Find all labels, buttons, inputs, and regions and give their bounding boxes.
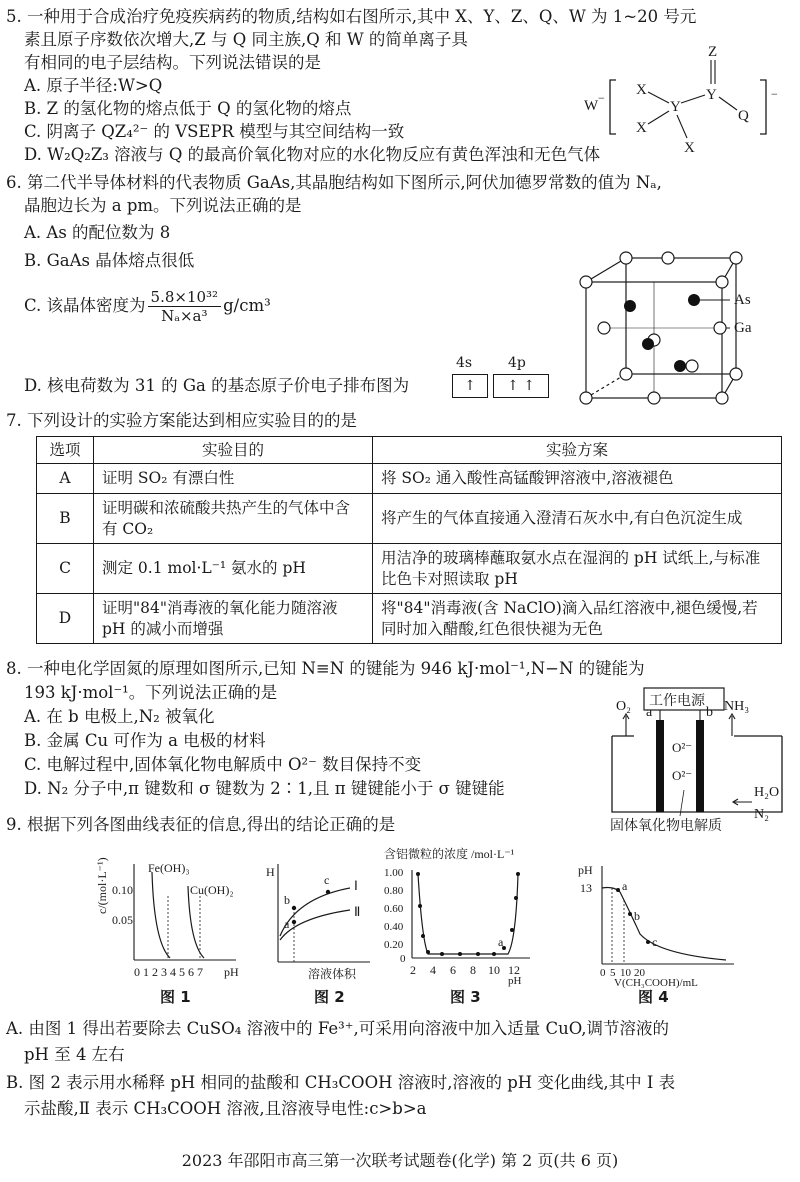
charge-minus-right: −	[771, 87, 778, 101]
cell-option: D	[37, 594, 94, 644]
q6-option-a: A. As 的配位数为 8	[24, 223, 171, 242]
q6-stem-line1: 6. 第二代半导体材料的代表物质 GaAs,其晶胞结构如下图所示,阿伏加德罗常数的值为 Nₐ,	[6, 173, 662, 192]
fig3-xtick: 12	[508, 963, 520, 977]
q9-option-a-line1: A. 由图 1 得出若要除去 CuSO₄ 溶液中的 Fe³⁺,可采用向溶液中加入适量 CuO,调节溶液的	[6, 1019, 670, 1038]
table-header-row	[37, 437, 782, 464]
electrolysis-cell-diagram	[604, 686, 796, 832]
orbital-label-4s: 4s	[456, 355, 473, 371]
fig4-ylabel: pH	[578, 863, 593, 877]
cell-plan: 用洁净的玻璃棒蘸取氨水点在湿润的 pH 试纸上,与标准比色卡对照读取 pH	[373, 544, 782, 594]
density-unit: g/cm³	[223, 296, 271, 315]
cell-option: A	[37, 464, 94, 494]
power-source-label: 工作电源	[649, 694, 705, 709]
cell-plan: 将"84"消毒液(含 NaClO)滴入品红溶液中,褪色缓慢,若同时加入醋酸,红色很快褪为无色	[373, 594, 782, 644]
fig4-xtick: 0	[600, 967, 606, 979]
fig1-caption: 图 1	[160, 988, 191, 1006]
atom-y-right: Y	[706, 87, 717, 103]
fig1-xlabel: pH	[224, 965, 239, 979]
oxide-ion-lower: O²⁻	[672, 768, 693, 783]
fig1-ytick-005: 0.05	[112, 913, 133, 927]
q5-option-a: A. 原子半径:W>Q	[24, 76, 163, 95]
density-numerator: 5.8×10³²	[148, 288, 222, 307]
fig3-xtick: 2	[410, 963, 416, 977]
atom-x-top: X	[636, 82, 647, 98]
header-plan: 实验方案	[373, 437, 782, 464]
fig1-series-feoh3: Fe(OH)₃	[148, 861, 190, 875]
q8-stem-line2: 193 kJ·mol⁻¹。下列说法正确的是	[24, 683, 278, 702]
fig2-curve-2-label: Ⅱ	[354, 904, 361, 919]
fig1-series-cuoh2: Cu(OH)₂	[190, 883, 234, 897]
q9-figure-4-chart	[574, 852, 744, 989]
table-row	[37, 464, 782, 494]
q6-option-c-label: C. 该晶体密度为	[24, 296, 146, 315]
label-ga: Ga	[734, 320, 752, 336]
cell-option: C	[37, 544, 94, 594]
q6-option-c	[24, 288, 271, 325]
fig4-curve	[602, 888, 726, 961]
fig4-caption: 图 4	[638, 988, 669, 1006]
bracket-right	[760, 80, 766, 134]
fig3-ytick: 0.60	[384, 903, 404, 915]
q9-option-b-line1: B. 图 2 表示用水稀释 pH 相同的盐酸和 CH₃COOH 溶液时,溶液的 pH 变化曲线,其中 Ⅰ 表	[6, 1073, 676, 1092]
q9-figure-1-chart	[96, 852, 246, 982]
density-fraction	[148, 288, 222, 325]
cell-aim: 测定 0.1 mol·L⁻¹ 氨水的 pH	[94, 544, 373, 594]
fig3-ytick: 0.40	[384, 921, 404, 933]
fig2-point-b: b	[284, 893, 290, 907]
h2o-label: H₂O	[754, 785, 780, 800]
q5-option-c: C. 阴离子 QZ₄²⁻ 的 VSEPR 模型与其空间结构一致	[24, 122, 405, 141]
fig3-xtick: 8	[470, 963, 476, 977]
fig1-xticks: 0 1 2 3 4 5 6 7	[134, 965, 203, 979]
atom-q: Q	[738, 108, 749, 124]
q5-option-d: D. W₂Q₂Z₃ 溶液与 Q 的最高价氧化物对应的水化物反应有黄色浑浊和无色气体	[24, 145, 601, 164]
table-row	[37, 594, 782, 644]
fig3-ytick: 0	[400, 953, 406, 965]
fig2-curve-2	[280, 910, 350, 940]
fig2-point-a: a	[284, 917, 290, 931]
label-as: As	[734, 292, 751, 308]
charge-minus-left: −	[598, 91, 605, 105]
fig1-ylabel: c/(mol·L⁻¹)	[95, 857, 109, 914]
page-footer: 2023 年邵阳市高三第一次联考试题卷(化学) 第 2 页(共 6 页)	[181, 1151, 619, 1170]
q9-figure-3-chart	[380, 844, 546, 987]
fig4-xtick: 5	[610, 967, 616, 979]
orbital-box-4p: ↑ ↑	[493, 374, 549, 398]
q8-option-d: D. N₂ 分子中,π 键数和 σ 键数为 2∶1,且 π 键键能小于 σ 键键能	[24, 779, 505, 798]
nh3-label: NH₃	[724, 699, 750, 714]
q5-stem-line2: 素且原子序数依次增大,Z 与 Q 同主族,Q 和 W 的简单离子具	[24, 30, 468, 49]
q9-stem: 9. 根据下列各图曲线表征的信息,得出的结论正确的是	[6, 815, 396, 834]
cell-plan: 将 SO₂ 通入酸性高锰酸钾溶液中,溶液褪色	[373, 464, 782, 494]
header-option: 选项	[37, 437, 94, 464]
q6-stem-line2: 晶胞边长为 a pm。下列说法正确的是	[24, 196, 302, 215]
q6-option-d: D. 核电荷数为 31 的 Ga 的基态原子价电子排布图为	[24, 376, 410, 395]
q9-option-b-line2: 示盐酸,Ⅱ 表示 CH₃COOH 溶液,且溶液导电性:c>b>a	[24, 1099, 427, 1118]
fig3-point-a: a	[498, 935, 504, 949]
fig3-ytick: 1.00	[384, 867, 404, 879]
q5-structure-diagram	[580, 36, 790, 162]
atom-z: Z	[708, 44, 718, 60]
fig3-ytick: 0.80	[384, 885, 404, 897]
cell-aim: 证明"84"消毒液的氧化能力随溶液 pH 的减小而增强	[94, 594, 373, 644]
cell-plan: 将产生的气体直接通入澄清石灰水中,有白色沉淀生成	[373, 494, 782, 544]
atom-x-lower: X	[684, 140, 695, 156]
q8-option-a: A. 在 b 电极上,N₂ 被氧化	[24, 707, 215, 726]
o2-label: O₂	[616, 699, 631, 714]
fig2-curve-1-label: Ⅰ	[354, 878, 358, 893]
q5-option-b: B. Z 的氢化物的熔点低于 Q 的氢化物的熔点	[24, 99, 352, 118]
n2-label: N₂	[754, 807, 769, 822]
q6-option-b: B. GaAs 晶体熔点很低	[24, 251, 195, 270]
atom-x-bottom: X	[636, 120, 647, 136]
fig1-ytick-010: 0.10	[112, 883, 133, 897]
fig2-caption: 图 2	[314, 988, 345, 1006]
fig4-xlabel: V(CH₃COOH)/mL	[614, 977, 698, 989]
electrode-a-label: a	[646, 705, 653, 720]
atom-y-left: Y	[670, 99, 681, 115]
oxide-ion-upper: O²⁻	[672, 740, 693, 755]
fig3-xtick: 6	[450, 963, 456, 977]
fig4-point-a: a	[622, 879, 628, 893]
electrode-b-label: b	[706, 705, 713, 720]
q7-experiment-table	[36, 436, 782, 644]
fig4-point-b: b	[634, 909, 640, 923]
header-aim: 实验目的	[94, 437, 373, 464]
fig4-xtick: 20	[634, 967, 645, 979]
fig2-point-c: c	[324, 873, 330, 887]
orbital-box-4s: ↑	[452, 374, 488, 398]
bracket-left	[610, 80, 616, 134]
fig4-ytick-13: 13	[580, 881, 592, 895]
fig1-curve-feoh3	[152, 872, 170, 958]
fig3-xlabel: pH	[508, 975, 522, 987]
cell-aim: 证明 SO₂ 有漂白性	[94, 464, 373, 494]
fig3-xtick: 10	[488, 963, 500, 977]
fig2-ylabel: H	[266, 865, 275, 879]
fig4-xtick: 10	[620, 967, 631, 979]
q5-stem-line1: 5. 一种用于合成治疗免疫疾病药的物质,结构如右图所示,其中 X、Y、Z、Q、W 为 1~20 号元	[6, 7, 697, 26]
cell-aim: 证明碳和浓硫酸共热产生的气体中含有 CO₂	[94, 494, 373, 544]
q8-option-b: B. 金属 Cu 可作为 a 电极的材料	[24, 731, 266, 750]
electrolyte-label: 固体氧化物电解质	[610, 819, 722, 834]
atom-w: W	[584, 98, 599, 114]
fig3-caption: 图 3	[450, 988, 481, 1006]
q7-stem: 7. 下列设计的实验方案能达到相应实验目的的是	[6, 411, 357, 430]
table-row	[37, 544, 782, 594]
q9-option-a-line2: pH 至 4 左右	[24, 1045, 125, 1064]
table-row	[37, 494, 782, 544]
q9-figure-2-chart	[262, 858, 382, 980]
density-denominator: Nₐ×a³	[161, 307, 208, 325]
cell-option: B	[37, 494, 94, 544]
q8-option-c: C. 电解过程中,固体氧化物电解质中 O²⁻ 数目保持不变	[24, 755, 422, 774]
q8-stem-line1: 8. 一种电化学固氮的原理如图所示,已知 N≡N 的键能为 946 kJ·mol⁻¹,N−N 的键能为	[6, 659, 645, 678]
fig4-point-c: c	[652, 935, 658, 949]
gaas-unit-cell-diagram	[572, 242, 796, 406]
q5-stem-line3: 有相同的电子层结构。下列说法错误的是	[24, 53, 321, 72]
fig3-xtick: 4	[430, 963, 436, 977]
orbital-label-4p: 4p	[508, 355, 526, 371]
fig3-title: 含铝微粒的浓度 /mol·L⁻¹	[384, 847, 515, 861]
fig3-ytick: 0.20	[384, 939, 404, 951]
fig2-xlabel: 溶液体积	[308, 967, 357, 981]
